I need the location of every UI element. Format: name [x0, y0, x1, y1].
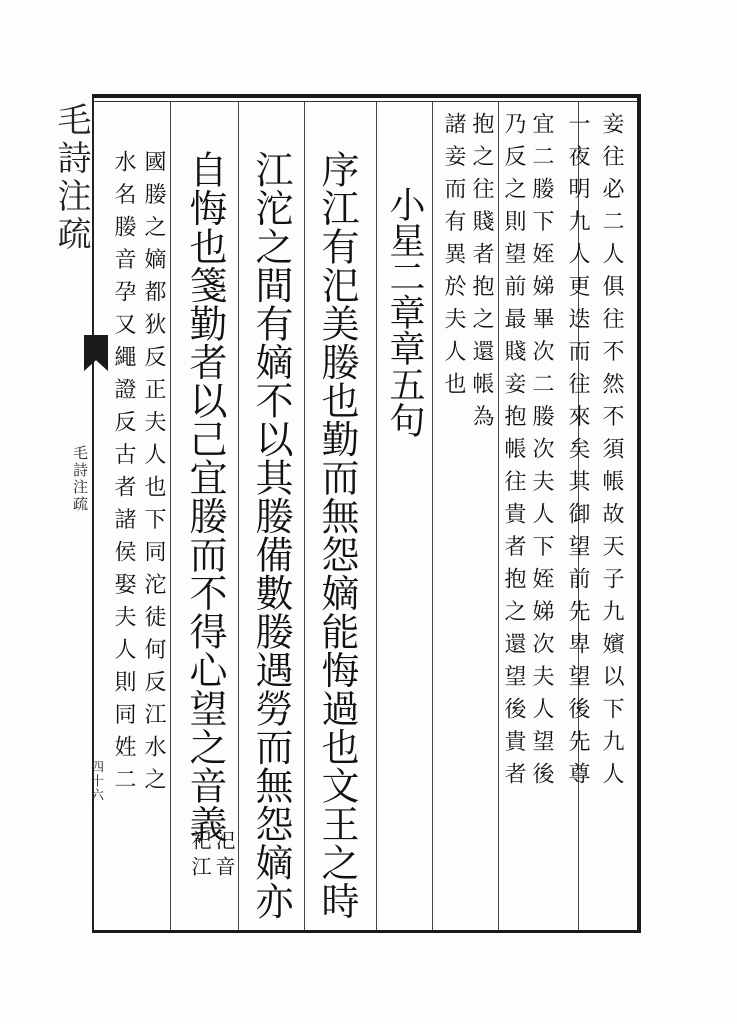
- annotation-1: 汜音: [212, 830, 236, 882]
- commentary-column-4: 乃反之則望前最賤妾抱帳往貴者抱之還望後貴者: [501, 112, 526, 795]
- commentary-column-1: 妾往必二人俱往不然不須帳故天子九嬪以下九人: [599, 112, 624, 795]
- frame-bottom-border: [92, 930, 640, 933]
- frame-right-border: [637, 94, 641, 933]
- column-rule: [498, 102, 499, 930]
- annotation-2: 祀江: [188, 830, 212, 882]
- main-text-column-1: 序江有汜美媵也勤而無怨嫡能悔過也文王之時: [315, 150, 359, 920]
- margin-page-number: 四十六: [88, 760, 103, 802]
- main-text-column-2: 江沱之間有嫡不以其媵備數媵遇勞而無怨嫡亦: [249, 150, 293, 920]
- margin-book-title: 毛詩注疏: [51, 102, 91, 254]
- frame-top-border: [92, 94, 640, 98]
- column-rule: [304, 102, 305, 930]
- margin-header: 毛詩注疏: [71, 445, 89, 513]
- commentary-column-6: 諸妾而有異於夫人也: [441, 112, 466, 405]
- commentary-column-8: 水名媵音孕又繩證反古者諸侯娶夫人則同姓二: [111, 150, 136, 800]
- column-rule: [432, 102, 433, 930]
- frame-top-inner-border: [92, 101, 640, 102]
- frame-left-border: [92, 94, 94, 933]
- chapter-count-heading: 小星二章章五句: [384, 186, 425, 438]
- column-rule: [376, 102, 377, 930]
- commentary-column-5: 抱之往賤者抱之還帳為: [469, 112, 494, 437]
- column-rule: [170, 102, 171, 930]
- commentary-column-7: 國媵之嫡都狄反正夫人也下同沱徒何反江水之: [141, 150, 166, 800]
- main-text-column-3: 自悔也箋勤者以己宜媵而不得心望之音義: [183, 150, 227, 843]
- commentary-column-3: 宜二媵下姪娣畢次二媵次夫人下姪娣次夫人望後: [529, 112, 554, 795]
- commentary-column-2: 一夜明九人更迭而往來矣其御望前先卑望後先尊: [565, 112, 590, 795]
- column-rule: [238, 102, 239, 930]
- fishtail-mark: [84, 335, 108, 371]
